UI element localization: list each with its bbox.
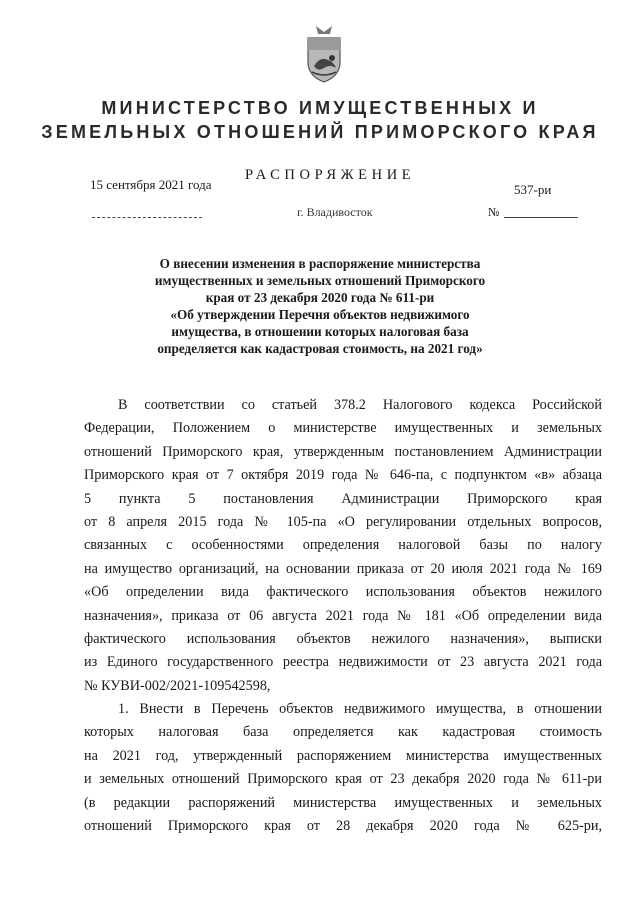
heading-line: определяется как кадастровая стоимость, на 2021 год» [157, 341, 483, 356]
coat-of-arms-icon [302, 22, 346, 84]
body-line: из Единого государственного реестра недвижимости от 23 августа 2021 года [84, 654, 602, 671]
document-heading [90, 255, 550, 357]
ministry-name-line2: ЗЕМЕЛЬНЫХ ОТНОШЕНИЙ ПРИМОРСКОГО КРАЯ [41, 122, 599, 142]
body-line: Приморского края от 7 октября 2019 года № 646-па, с подпунктом «в» абзаца [84, 467, 602, 484]
body-line: отношений Приморского края, утвержденным постановлением Администрации [84, 443, 602, 460]
heading-line: имущественных и земельных отношений Приморского [154, 273, 486, 288]
document-date: 15 сентября 2021 года [90, 177, 212, 192]
heading-line: края от 23 декабря 2020 года № 611-ри [205, 290, 435, 305]
body-line: отношений Приморского края от 28 декабря 2020 года № 625-ри, [84, 818, 602, 835]
document-number: 537-ри [514, 182, 552, 197]
body-line: на имущество организаций, на основании приказа от 20 июля 2021 года № 169 [84, 560, 602, 577]
city-label: г. Владивосток [297, 205, 373, 219]
number-label: № [488, 205, 500, 219]
body-line: 5 пункта 5 постановления Администрации Приморского края [84, 490, 602, 507]
body-line: «Об определении вида фактического использования объектов нежилого [84, 584, 602, 601]
body-line: которых налоговая база определяется как кадастровая стоимость [84, 724, 602, 741]
date-underline [92, 217, 202, 218]
body-line: на 2021 год, утвержденный распоряжением министерства имущественных [84, 747, 602, 764]
heading-line: имущества, в отношении которых налоговая база [171, 324, 469, 339]
body-line: связанных с особенностями определения налоговой базы по налогу [84, 537, 602, 554]
body-line: (в редакции распоряжений министерства имущественных и земельных [84, 794, 602, 811]
body-line: 1. Внести в Перечень объектов недвижимого имущества, в отношении [118, 701, 602, 718]
heading-line: О внесении изменения в распоряжение министерства [159, 256, 481, 271]
body-line: от 8 апреля 2015 года № 105-па «О регулировании отдельных вопросов, [84, 513, 602, 530]
document-type: РАСПОРЯЖЕНИЕ [245, 167, 416, 183]
ministry-name-line1: МИНИСТЕРСТВО ИМУЩЕСТВЕННЫХ И [101, 98, 539, 118]
document-body [84, 394, 602, 838]
body-line: В соответствии со статьей 378.2 Налогового кодекса Российской [118, 397, 602, 413]
body-line: и земельных отношений Приморского края от 23 декабря 2020 года № 611-ри [84, 771, 602, 788]
body-line: Федерации, Положением о министерстве имущественных и земельных [84, 420, 602, 437]
number-underline [504, 217, 578, 218]
body-line: фактического использования объектов нежилого назначения», выписки [84, 630, 602, 647]
body-line: № КУВИ-002/2021-109542598, [84, 677, 271, 694]
heading-line: «Об утверждении Перечня объектов недвижимого [170, 307, 470, 322]
body-line: назначения», приказа от 06 августа 2021 года № 181 «Об определении вида [84, 607, 602, 624]
